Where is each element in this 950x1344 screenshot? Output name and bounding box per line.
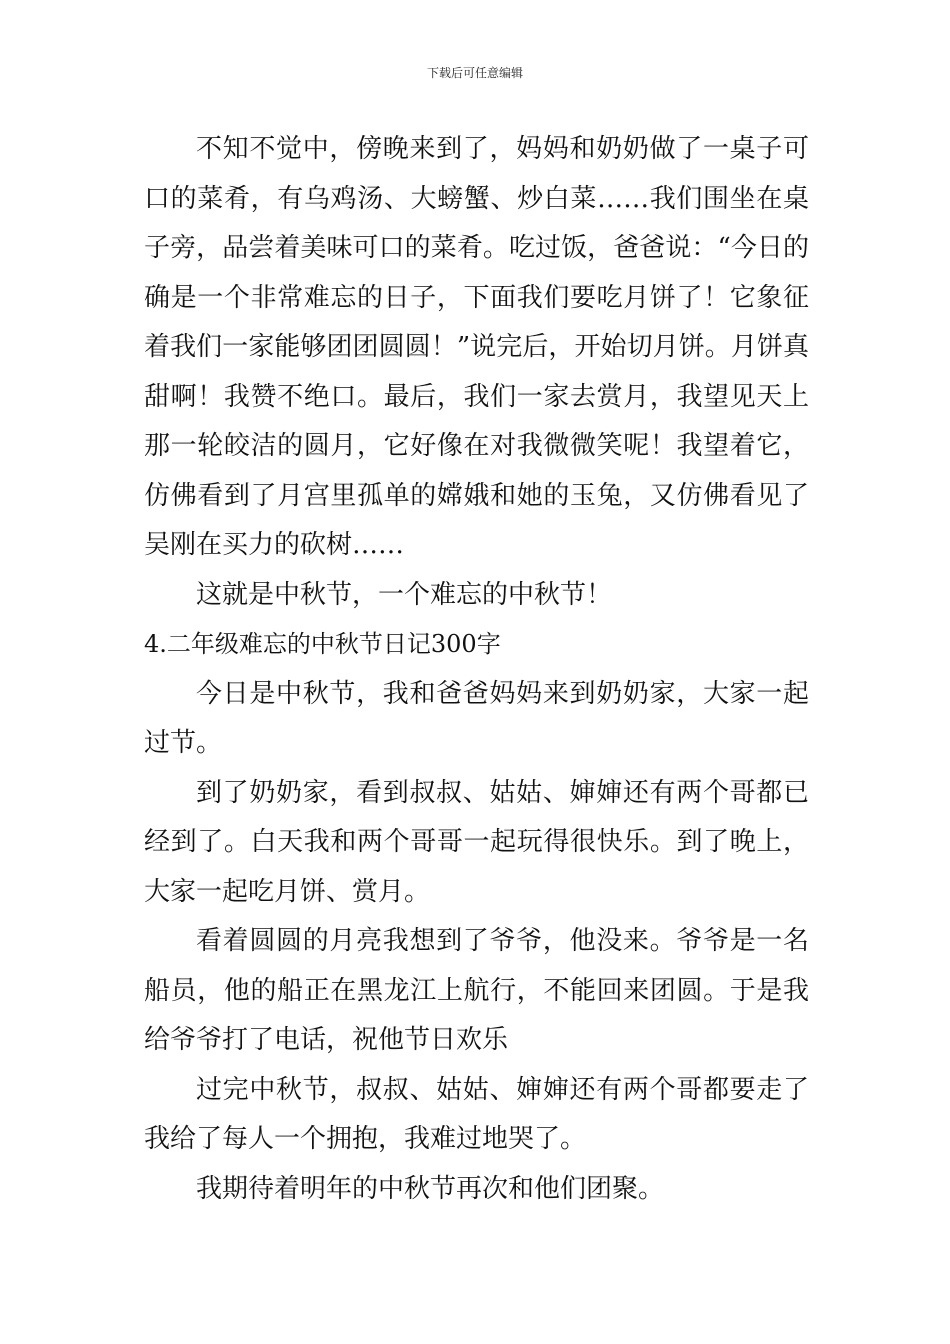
section-heading: 4.二年级难忘的中秋节日记300字 xyxy=(144,630,501,658)
header-note: 下载后可任意编辑 xyxy=(426,66,523,80)
paragraph-grandfather: 看着圆圆的月亮我想到了爷爷，他没来。爷爷是一名船员，他的船正在黑龙江上航行，不能回来团圆。于是我给爷爷打了电话，祝他节日欢乐 xyxy=(144,926,809,1055)
paragraph-mid-autumn-evening: 不知不觉中，傍晚来到了，妈妈和奶奶做了一桌子可口的菜肴，有乌鸡汤、大螃蟹、炒白菜……我们围坐在桌子旁，品尝着美味可口的菜肴。吃过饭，爸爸说：“今日的确是一个非常难忘的日子，下面我们要吃月饼了！它象征着我们一家能够团团圆圆！”说完后，开始切月饼。月饼真甜啊！我赞不绝口。最后，我们一家去赏月，我望见天上那一轮皎洁的圆月，它好像在对我微微笑呢！我望着它，仿佛看到了月宫里孤单的嫦娥和她的玉兔，又仿佛看见了吴刚在买力的砍树…… xyxy=(144,134,809,560)
paragraph-farewell: 过完中秋节，叔叔、姑姑、婶婶还有两个哥都要走了我给了每人一个拥抱，我难过地哭了。 xyxy=(144,1074,809,1154)
paragraph-intro: 今日是中秋节，我和爸爸妈妈来到奶奶家，大家一起过节。 xyxy=(144,678,809,758)
document-body xyxy=(144,125,809,1214)
paragraph-conclusion: 这就是中秋节，一个难忘的中秋节！ xyxy=(196,579,613,610)
paragraph-arrival: 到了奶奶家，看到叔叔、姑姑、婶婶还有两个哥都已经到了。白天我和两个哥哥一起玩得很快乐。到了晚上，大家一起吃月饼、赏月。 xyxy=(144,777,809,907)
paragraph-hope: 我期待着明年的中秋节再次和他们团聚。 xyxy=(196,1173,665,1204)
